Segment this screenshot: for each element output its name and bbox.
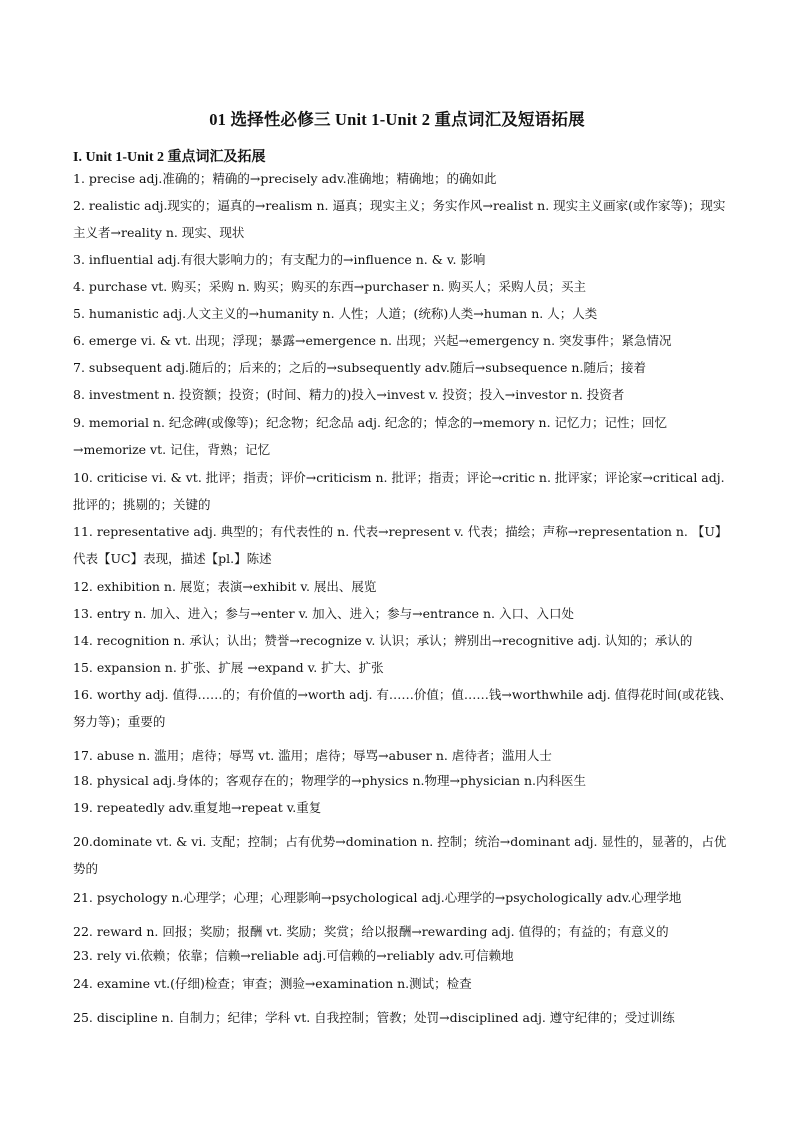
vocab-entry: 4. purchase vt. 购买；采购 n. 购买；购买的东西→purchaser n. 购买人；采购人员；买主 [73,279,586,294]
page-title: 01 选择性必修三 Unit 1-Unit 2 重点词汇及短语拓展 [209,110,585,129]
vocab-entry: 17. abuse n. 滥用；虐待；辱骂 vt. 滥用；虐待；辱骂→abuser n. 虐待者；滥用人士 [73,748,552,763]
vocab-entry: 22. reward n. 回报；奖励；报酬 vt. 奖励；奖赏；给以报酬→rewarding adj. 值得的；有益的；有意义的 [73,924,669,939]
vocab-entry: 15. expansion n. 扩张、扩展 →expand v. 扩大、扩张 [73,660,384,675]
vocab-entry: 1. precise adj.准确的；精确的→precisely adv.准确地；精确地；的确如此 [73,171,497,186]
vocab-entry: 9. memorial n. 纪念碑(或像等)；纪念物；纪念品 adj. 纪念的；悼念的→memory n. 记忆力；记性；回忆→memorize vt. 记住，背熟；记忆 [73,415,668,457]
vocab-entry: 13. entry n. 加入、进入；参与→enter v. 加入、进入；参与→entrance n. 入口、入口处 [73,606,574,621]
vocab-entry: 2. realistic adj.现实的；逼真的→realism n. 逼真；现实主义；务实作风→realist n. 现实主义画家(或作家等)；现实主义者→reality n. 现实、现状 [73,198,726,240]
vocab-entry: 10. criticise vi. & vt. 批评；指责；评价→criticism n. 批评；指责；评论→critic n. 批评家；评论家→critical adj.批评的；挑剔的；关键的 [73,470,725,512]
vocab-entry: 8. investment n. 投资额；投资；(时间、精力的)投入→invest v. 投资；投入→investor n. 投资者 [73,387,625,402]
vocab-entry: 24. examine vt.(仔细)检查；审查；测验→examination n.测试；检查 [73,976,472,991]
vocab-entry: 23. rely vi.依赖；依靠；信赖→reliable adj.可信赖的→reliably adv.可信赖地 [73,948,514,963]
vocab-entry: 5. humanistic adj.人文主义的→humanity n. 人性；人道；(统称)人类→human n. 人；人类 [73,306,598,321]
vocab-entry: 20.dominate vt. & vi. 支配；控制；占有优势→domination n. 控制；统治→dominant adj. 显性的，显著的，占优势的 [73,834,727,876]
vocab-entry: 7. subsequent adj.随后的；后来的；之后的→subsequently adv.随后→subsequence n.随后；接着 [73,360,646,375]
vocab-entry: 14. recognition n. 承认；认出；赞誉→recognize v. 认识；承认；辨别出→recognitive adj. 认知的；承认的 [73,633,693,648]
vocab-entry: 21. psychology n.心理学；心理；心理影响→psychological adj.心理学的→psychologically adv.心理学地 [73,890,682,905]
vocab-entry: 3. influential adj.有很大影响力的；有支配力的→influence n. & v. 影响 [73,252,486,267]
vocab-entry: 12. exhibition n. 展览；表演→exhibit v. 展出、展览 [73,579,377,594]
vocab-entry: 11. representative adj. 典型的；有代表性的 n. 代表→represent v. 代表；描绘；声称→representation n. 【U】代表【UC】表现，描述【pl.】陈述 [73,524,728,566]
vocab-entry: 16. worthy adj. 值得……的；有价值的→worth adj. 有……价值；值……钱→worthwhile adj. 值得花时间(或花钱、努力等)；重要的 [73,687,732,729]
section-heading: I. Unit 1-Unit 2 重点词汇及拓展 [73,150,266,165]
vocab-entry: 6. emerge vi. & vt. 出现；浮现；暴露→emergence n. 出现；兴起→emergency n. 突发事件；紧急情况 [73,333,672,348]
vocab-entry: 19. repeatedly adv.重复地→repeat v.重复 [73,800,322,815]
vocab-entry: 25. discipline n. 自制力；纪律；学科 vt. 自我控制；管教；处罚→disciplined adj. 遵守纪律的；受过训练 [73,1010,675,1025]
vocab-entry: 18. physical adj.身体的；客观存在的；物理学的→physics n.物理→physician n.内科医生 [73,773,587,788]
